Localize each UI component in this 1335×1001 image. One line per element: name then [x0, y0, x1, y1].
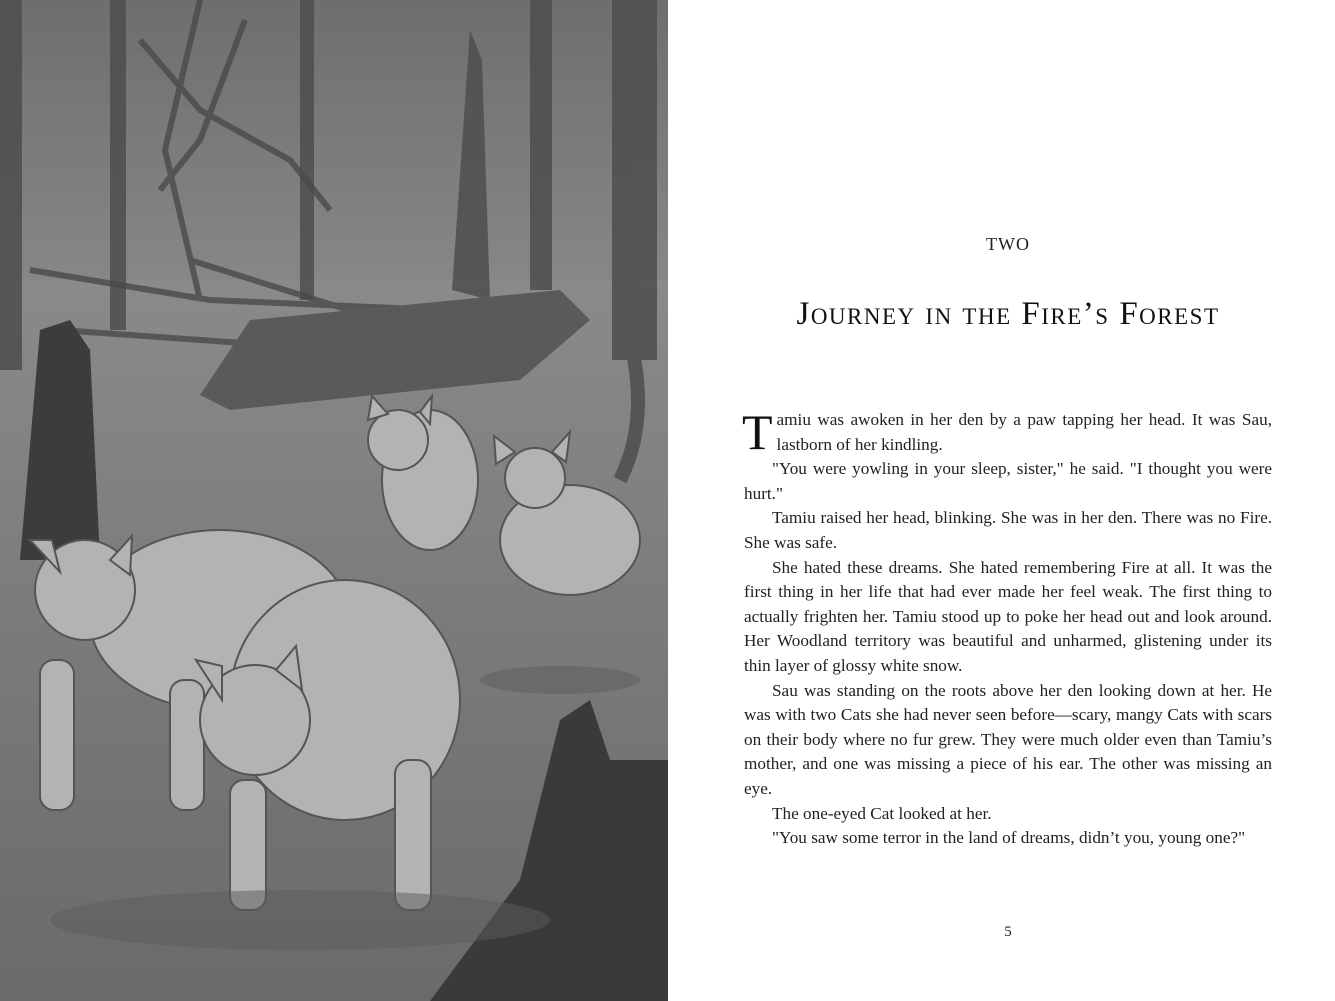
paragraph: The one-eyed Cat looked at her. — [772, 803, 992, 823]
chapter-title: Journey in the Fire’s Forest — [796, 296, 1220, 332]
drop-cap: T — [742, 404, 773, 460]
paragraph: "You saw some terror in the land of dreams, didn’t you, young one?" — [772, 828, 1246, 848]
paragraph: "You were yowling in your sleep, sister," he said. "I thought you were hurt." — [744, 459, 1272, 503]
text-page — [668, 0, 1335, 1001]
paragraph: Tamiu raised her head, blinking. She was in her den. There was no Fire. She was safe. — [744, 508, 1272, 552]
paragraph: Sau was standing on the roots above her den looking down at her. He was with two Cats she had never seen before—scary, mangy Cats with scars on their body where no fur grew. They were much older even than Tamiu’s mother, and one was missing a piece of his ear. The other was missing an eye. — [744, 680, 1272, 798]
chapter-number: TWO — [986, 234, 1030, 254]
paragraph: She hated these dreams. She hated remembering Fire at all. It was the first thing in her life that had ever made her feel weak. The first thing to actually frighten her. Tamiu stood up to poke her head out and look around. Her Woodland territory was beautiful and unharmed, glistening under its thin layer of glossy white snow. — [744, 557, 1272, 675]
paragraph-text: amiu was awoken in her den by a paw tapping her head. It was Sau, lastborn of her kindling. — [776, 410, 1272, 454]
paragraph — [742, 404, 1272, 460]
chapter-body — [742, 404, 1272, 851]
page-number: 5 — [1004, 924, 1012, 940]
